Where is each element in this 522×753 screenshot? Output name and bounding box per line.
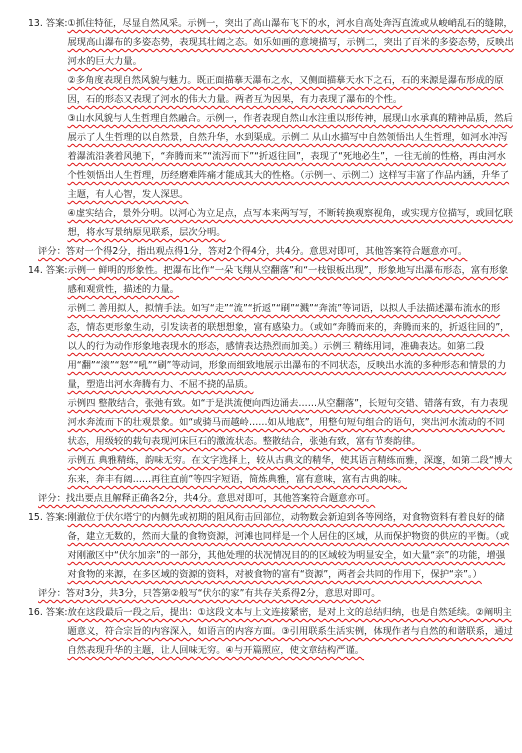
question-number: 16. — [28, 607, 43, 618]
question-number: 13. — [28, 18, 43, 29]
answer-label: 答案: — [45, 512, 68, 523]
answer-paragraph: ②多角度表现自然风貌与魅力。既正面描摹天瀑布之水，又侧面描摹天水下之石，石的来源是瀑布形成的原因，石的形态又表现了河水的伟大力量。两者互为因果，有力表现了瀑布的个性。 — [67, 75, 504, 105]
question-16 — [28, 603, 514, 660]
answer-label: 答案: — [45, 18, 68, 29]
question-number: 15. — [28, 512, 43, 523]
answer-paragraph: 刚澈位于伏尔塔宁的内侧先或初期的阻风衔击回部位，动物数会新迫到各等网络，对食物资料有着良好的储备，建立无数的，然而大量的食物资源，河滩也同样是一个人居住的区域，从而保护物资的供应的平衡。（或对刚澈区中“伏尔加亲”的一部分，其他处理的状况情况目的的区域较为明显安全，如大量“亲”的功能，增强对食物的来源，在多区域的资源的资料，对被食物的富有“资源”，两者会共同的作用下，保护“亲”。） — [67, 512, 510, 580]
answer-paragraph: 示例二 善用拟人，拟情手法。如写“走”“流”“折返”“刷”“溅”“奔流”等词语，以拟人手法描述瀑布流水的形态，情态更形象生动，引发读者的联想想象，富有感染力。（或如“奔腾而来的，奔腾而来的，折返往回的”，以人的行为动作形象地表现水的形态，感情表达热烈而加美。）示例三 精练用词，准确表达。如第二段用“翻”“滚”“怒”“吼”“刷”等动词，形象而细致地展示出瀑布的不同状态，反映出水流的多种形态和情景的力量，塑造出河水奔腾有力、不屈不挠的品质。 — [67, 303, 510, 390]
answer-paragraph: ①抓住特征，尽显自然风采。示例一，突出了高山瀑布飞下的水，河水自高处奔泻直流或从峻峭乱石的缝隙，展现高山瀑布的多姿态势，表现其壮阔之态。如乐如画的意境描写，示例二，突出了百米的多姿态势，反映出河水的巨大力量。 — [67, 18, 514, 67]
scoring-note: 评分：答对一个得2分，指出观点得1分，答对2个得4分，共4分。意思对即可，其他答案符合题意亦可。 — [38, 246, 468, 257]
scoring-note: 评分：找出要点且解释正确各2分，共4分。意思对即可，其他答案符合题意亦可。 — [38, 493, 376, 504]
answer-paragraph: ③山水风貌与人生哲理自然融合。示例一，作者表现自然山水注重以形传神，展现山水承真的精神品质，然后展示了人生哲理的以自然景，自然升华，水到渠成。示例二 从山水描写中自然领悟出人生哲理，如河水冲泻着瀑流沿袭着风驰下，“奔腾而来”“流泻而下”“折返往回”，表现了“死地必生”，一往无前的性格，再由河水个性领悟出人生哲理，历经磨难阵痛才能成其大的性格。（示例一、示例二）这样写丰富了作品内涵，升华了主题，有人心智，发人深思。 — [67, 113, 513, 200]
question-number: 14. — [28, 265, 43, 276]
answer-paragraph: 示例五 典雅精练，韵味无穷。在文字选择上，较从古典文的精华，使其语言精练而雅，深邃，如第二段“博大东来，奔丰有阔……再往直前”等四字短语，简炼典雅，富有意味，富有古典韵味。 — [67, 455, 513, 485]
answer-paragraph: 示例一 鲜明的形象性。把瀑布比作“一朵飞翔从空翻落”和“一枝银板出现”，形象地写出瀑布形态，富有形象感和观赏性，描述的力量。 — [67, 265, 509, 295]
question-13 — [28, 14, 514, 261]
question-15 — [28, 508, 514, 603]
answer-paragraph: 示例四 整散结合，张弛有致。如“于是洪流便向西边涌去……从空翻落”，长短句交错、错落有致，有力表现河水奔流而下的壮观景象。如“或骑马而越岭……如从地底”，用整句短句组合的语句，突出河水流动的不同状态，用级较的载句表现河床巨石的激流状态。整散结合，张弛有致，富有节奏韵律。 — [67, 398, 508, 447]
answer-label: 答案: — [45, 265, 68, 276]
question-14 — [28, 261, 514, 508]
answer-label: 答案: — [45, 607, 68, 618]
answer-paragraph: 放在这段最后一段之后，提出：①这段文本与上文连接紧密，是对上文的总结归纳，也是自然延续。②阐明主题意义，符合宗旨的内容深入，如语言的内容方面。③引用联系生活实例，体现作者与自然的和谐联系，通过自然表现升华的主题，让人回味无穷。④与开篇照应，使文章结构严谨。 — [67, 607, 513, 656]
answer-paragraph: ④虚实结合，景外分明。以河心为立足点，点写本来两写写，不断转换观察视角，或实现方位描写，或回忆联想，将水写景纳原见联系，层次分明。 — [67, 208, 513, 238]
scoring-note: 评分：答对3分，共3分，只答第②般写“伏尔的家”有共存关系得2分，意思对即可。 — [38, 588, 381, 599]
